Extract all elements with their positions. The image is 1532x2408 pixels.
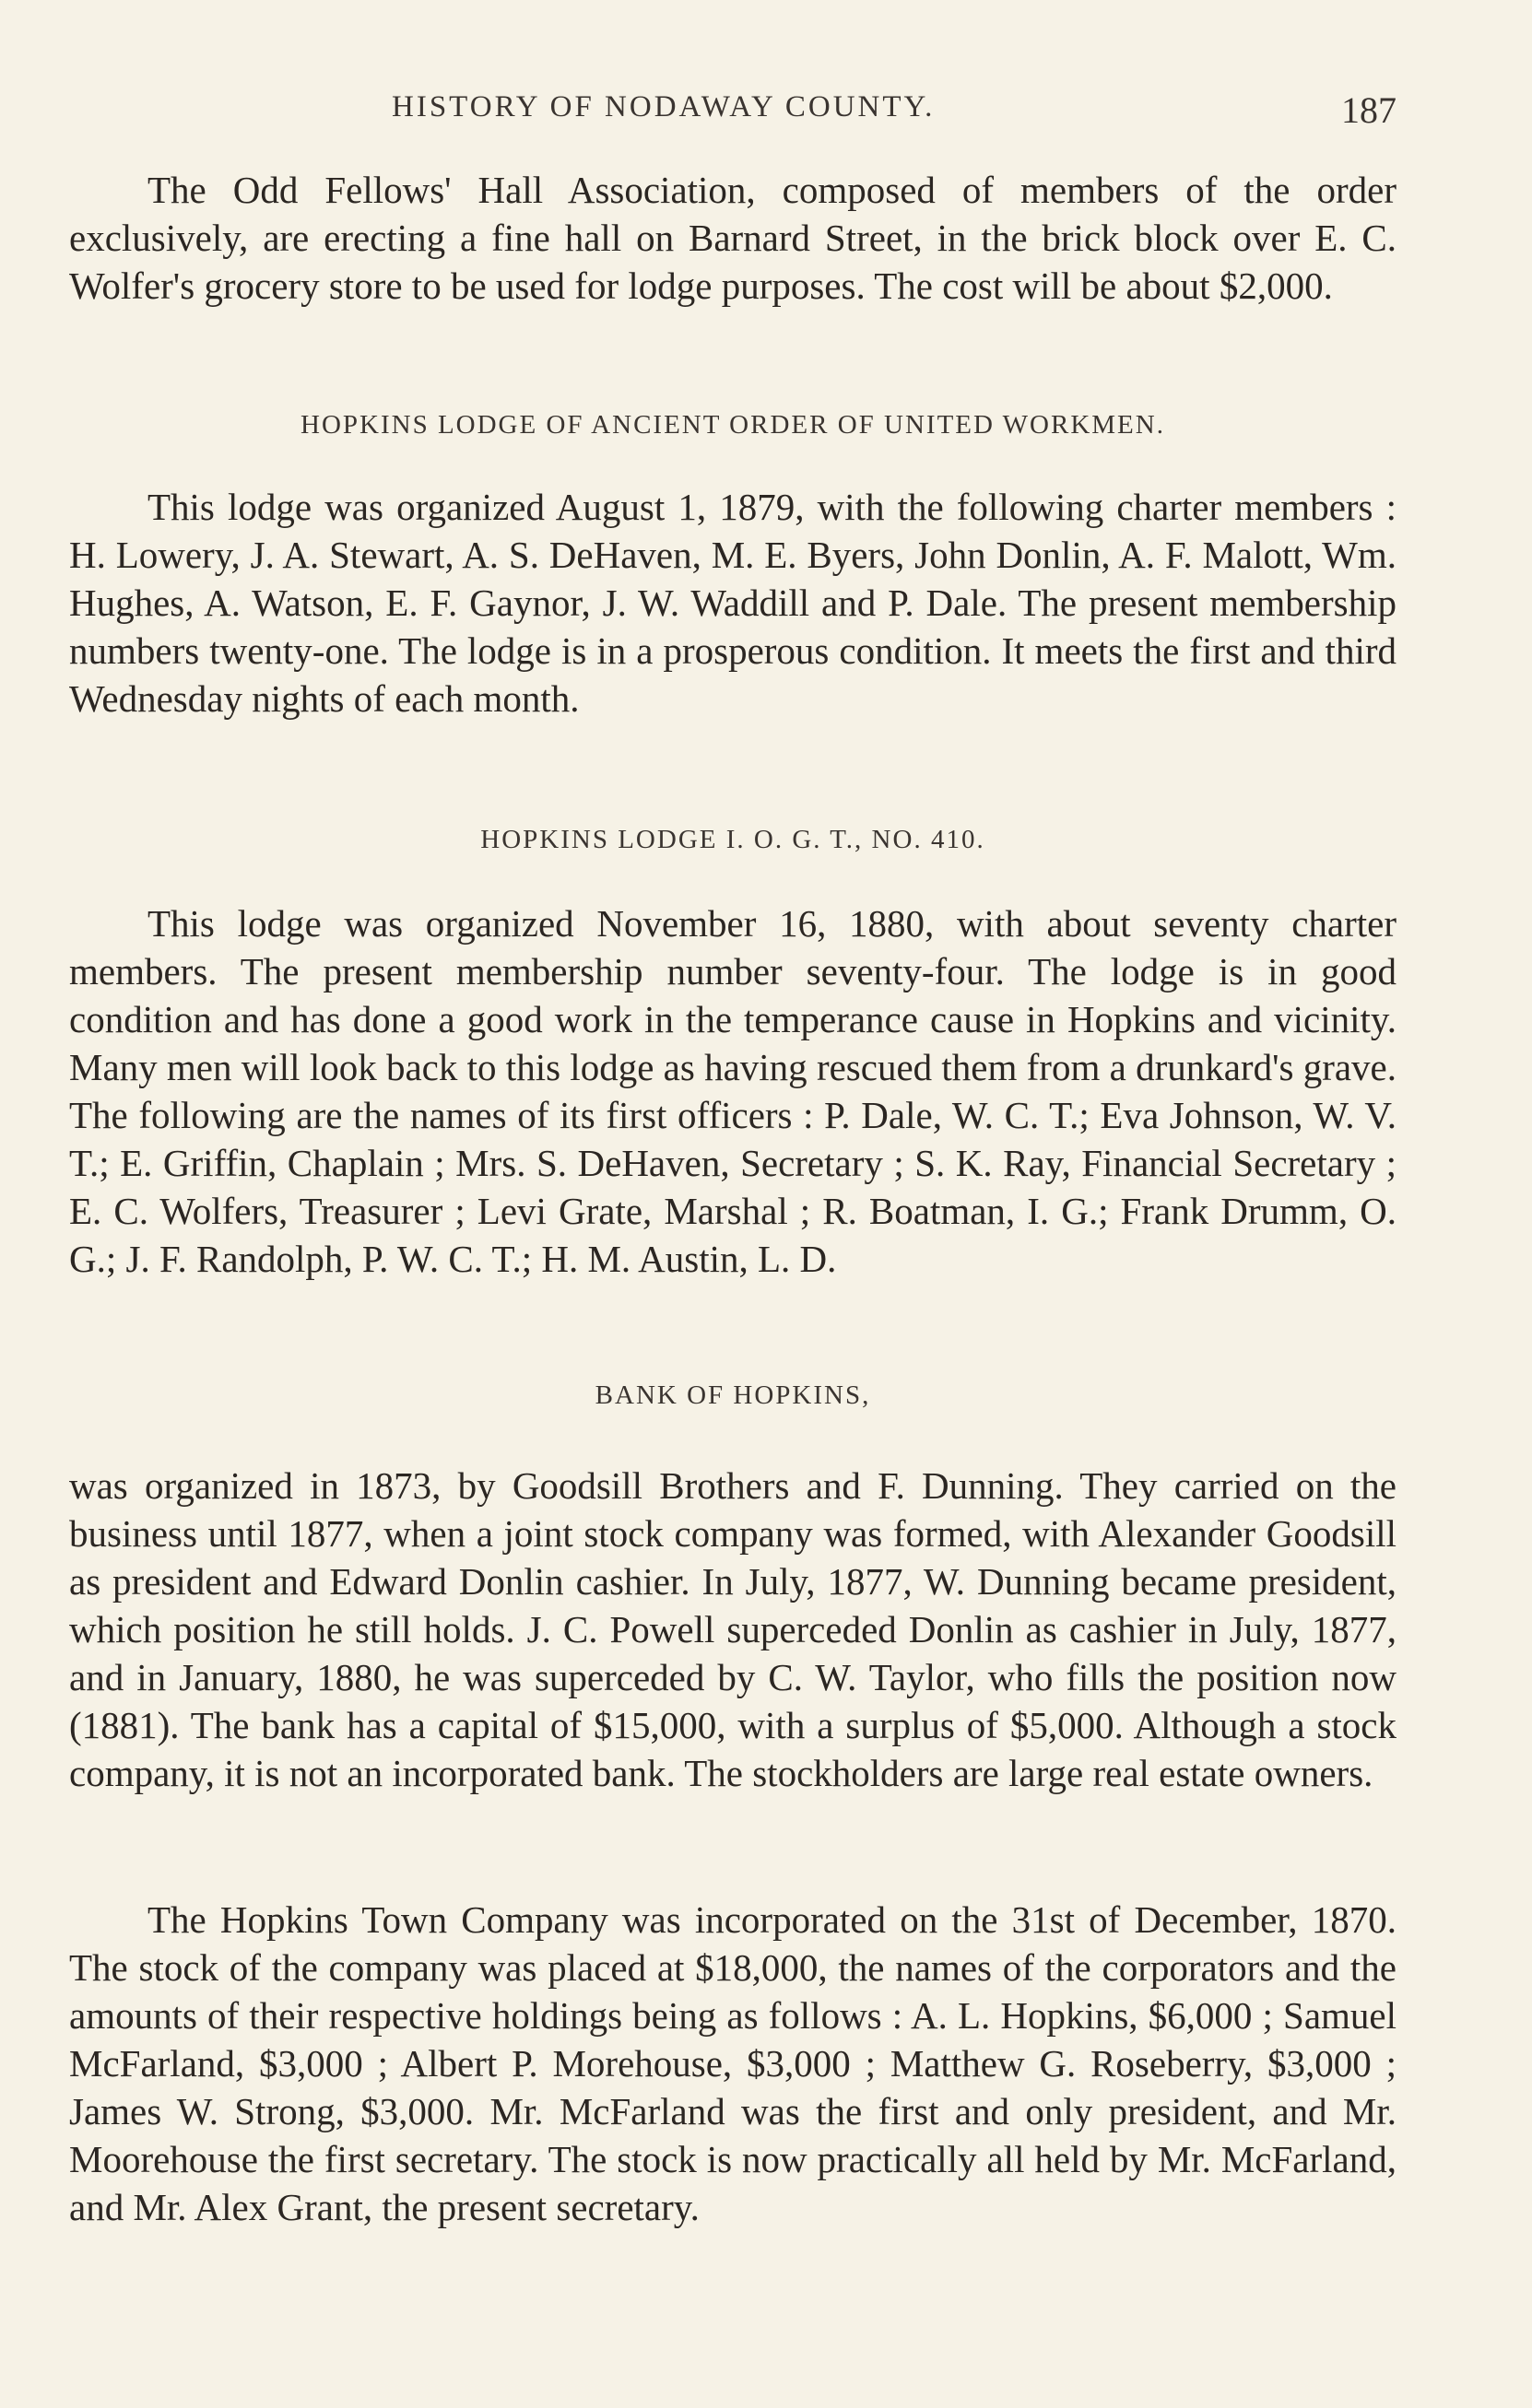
- bank-paragraph: was organized in 1873, by Goodsill Brothers and F. Dunning. They carried on the business until 1877, when a joint stock company was formed, with Alexander Goodsill as president and Edward Donlin cashier. In July, 1877, W. Dunning became president, which position he still holds. J. C. Powell superceded Donlin as cashier in July, 1877, and in January, 1880, he was superceded by C. W. Taylor, who fills the position now (1881). The bank has a capital of $15,000, with a surplus of $5,000. Although a stock company, it is not an incorporated bank. The stockholders are large real estate owners.: [69, 1464, 1396, 1794]
- auow-paragraph: This lodge was organized August 1, 1879, with the following charter members : H. Lowery, J. A. Stewart, A. S. DeHaven, M. E. Byers, John Donlin, A. F. Malott, Wm. Hughes, A. Watson, E. F. Gaynor, J. W. Waddill and P. Dale. The present membership numbers twenty-one. The lodge is in a prosperous condition. It meets the first and third Wednesday nights of each month.: [69, 486, 1396, 720]
- town-company-paragraph: The Hopkins Town Company was incorporated on the 31st of December, 1870. The stock of the company was placed at $18,000, the names of the corporators and the amounts of their respective holdings being as follows : A. L. Hopkins, $6,000 ; Samuel McFarland, $3,000 ; Albert P. Morehouse, $3,000 ; Matthew G. Roseberry, $3,000 ; James W. Strong, $3,000. Mr. McFarland was the first and only president, and Mr. Moorehouse the first secretary. The stock is now practically all held by Mr. McFarland, and Mr. Alex Grant, the present secretary.: [69, 1898, 1396, 2228]
- odd-fellows-paragraph: The Odd Fellows' Hall Association, composed of members of the order exclusively, are erecting a fine hall on Barnard Street, in the brick block over E. C. Wolfer's grocery store to be used for lodge purposes. The cost will be about $2,000.: [69, 169, 1396, 307]
- bank-heading: BANK OF HOPKINS,: [595, 1380, 871, 1410]
- running-head: [69, 90, 1396, 136]
- iogt-heading: HOPKINS LODGE I. O. G. T., NO. 410.: [480, 825, 985, 854]
- iogt-paragraph: This lodge was organized November 16, 1880, with about seventy charter members. The present membership number seventy-four. The lodge is in good condition and has done a good work in the temperance cause in Hopkins and vicinity. Many men will look back to this lodge as having rescued them from a drunkard's grave. The following are the names of its first officers : P. Dale, W. C. T.; Eva Johnson, W. V. T.; E. Griffin, Chaplain ; Mrs. S. DeHaven, Secretary ; S. K. Ray, Financial Secretary ; E. C. Wolfers, Treasurer ; Levi Grate, Marshal ; R. Boatman, I. G.; Frank Drumm, O. G.; J. F. Randolph, P. W. C. T.; H. M. Austin, L. D.: [69, 902, 1396, 1280]
- page-number: 187: [1341, 89, 1396, 131]
- running-title: HISTORY OF NODAWAY COUNTY.: [392, 90, 936, 123]
- auow-heading: HOPKINS LODGE OF ANCIENT ORDER OF UNITED WORKMEN.: [301, 410, 1165, 440]
